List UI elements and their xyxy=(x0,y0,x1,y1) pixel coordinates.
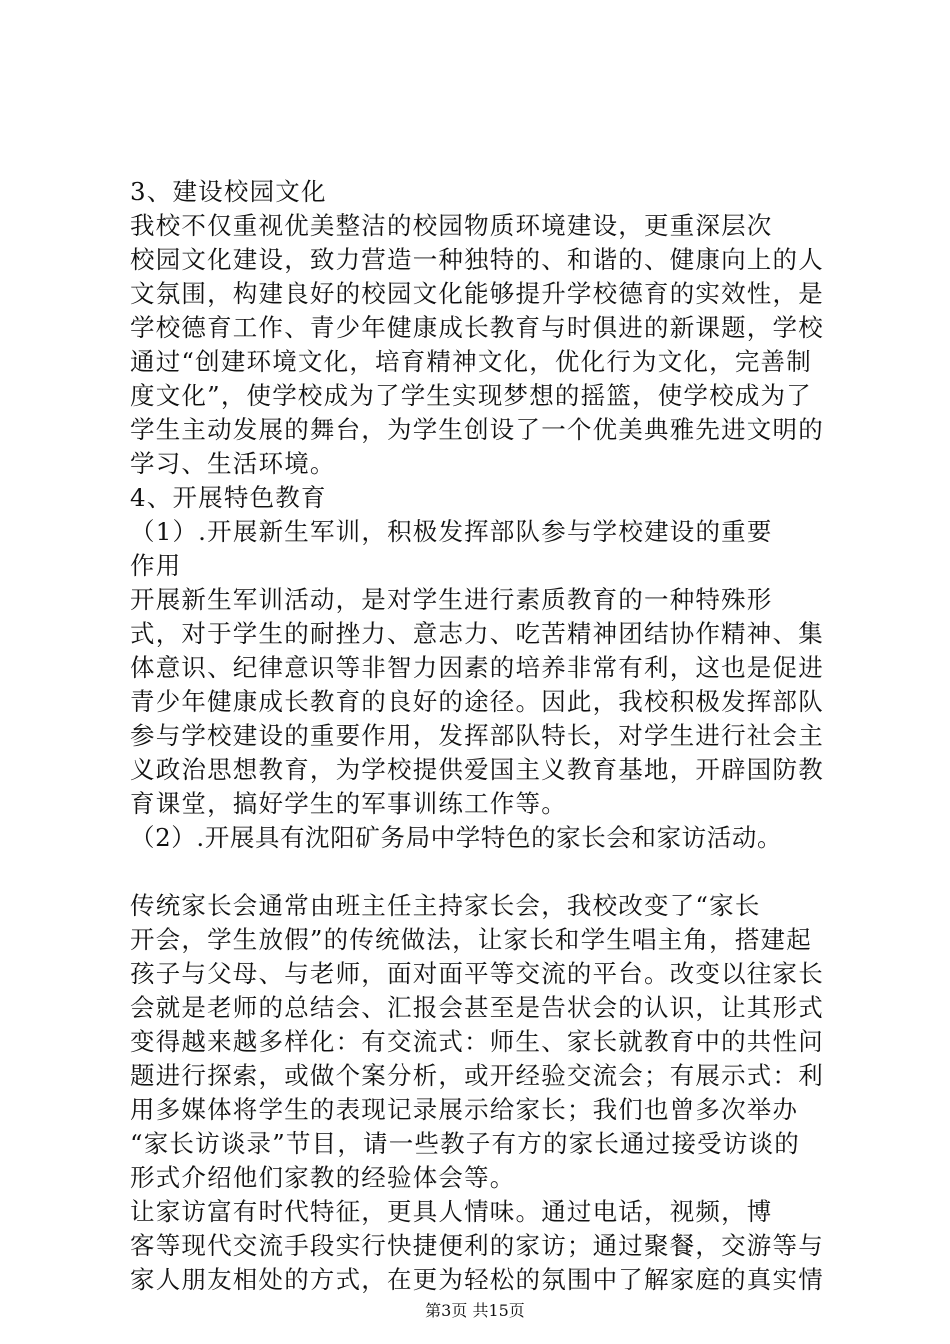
page-footer: 第3页 共15页 xyxy=(425,1301,525,1320)
text-line: 形式介绍他们家教的经验体会等。 xyxy=(130,1163,516,1192)
text-line: 义政治思想教育，为学校提供爱国主义教育基地，开辟国防教 xyxy=(130,755,824,784)
text-line: 会就是老师的总结会、汇报会甚至是告状会的认识，让其形式 xyxy=(130,993,824,1022)
text-line: 文氛围，构建良好的校园文化能够提升学校德育的实效性，是 xyxy=(130,279,824,308)
text-line: 题进行探索，或做个案分析，或开经验交流会；有展示式：利 xyxy=(130,1061,824,1090)
text-line: 育课堂，搞好学生的军事训练工作等。 xyxy=(130,789,567,818)
text-line: 校园文化建设，致力营造一种独特的、和谐的、健康向上的人 xyxy=(130,245,824,274)
text-line: 参与学校建设的重要作用，发挥部队特长，对学生进行社会主 xyxy=(130,721,824,750)
section-heading: 4、开展特色教育 xyxy=(130,483,327,512)
text-line: 传统家长会通常由班主任主持家长会，我校改变了“家长 xyxy=(130,891,761,920)
text-line: “家长访谈录”节目，请一些教子有方的家长通过接受访谈的 xyxy=(130,1129,800,1158)
text-line: 我校不仅重视优美整洁的校园物质环境建设，更重深层次 xyxy=(130,211,773,240)
text-line: 式，对于学生的耐挫力、意志力、吃苦精神团结协作精神、集 xyxy=(130,619,824,648)
text-line: 开会，学生放假”的传统做法，让家长和学生唱主角，搭建起 xyxy=(130,925,812,954)
text-line: 度文化”，使学校成为了学生实现梦想的摇篮，使学校成为了 xyxy=(130,381,812,410)
section-heading: 3、建设校园文化 xyxy=(130,177,327,206)
text-line: 让家访富有时代特征，更具人情味。通过电话，视频，博 xyxy=(130,1197,773,1226)
text-line: 作用 xyxy=(130,551,182,580)
text-line: 体意识、纪律意识等非智力因素的培养非常有利，这也是促进 xyxy=(130,653,824,682)
text-line: 变得越来越多样化：有交流式：师生、家长就教育中的共性问 xyxy=(130,1027,824,1056)
subsection-heading: （2）.开展具有沈阳矿务局中学特色的家长会和家访活动。 xyxy=(130,823,783,852)
text-line: 通过“创建环境文化，培育精神文化，优化行为文化，完善制 xyxy=(130,347,812,376)
text-line: 客等现代交流手段实行快捷便利的家访；通过聚餐，交游等与 xyxy=(130,1231,824,1260)
text-line: 家人朋友相处的方式，在更为轻松的氛围中了解家庭的真实情 xyxy=(130,1265,824,1294)
text-line: 孩子与父母、与老师，面对面平等交流的平台。改变以往家长 xyxy=(130,959,824,988)
text-line: 学校德育工作、青少年健康成长教育与时俱进的新课题，学校 xyxy=(130,313,824,342)
text-line: 开展新生军训活动，是对学生进行素质教育的一种特殊形 xyxy=(130,585,773,614)
text-line: 学生主动发展的舞台，为学生创设了一个优美典雅先进文明的 xyxy=(130,415,824,444)
text-line: 青少年健康成长教育的良好的途径。因此，我校积极发挥部队 xyxy=(130,687,824,716)
text-line: 用多媒体将学生的表现记录展示给家长；我们也曾多次举办 xyxy=(130,1095,799,1124)
subsection-heading: （1）.开展新生军训，积极发挥部队参与学校建设的重要 xyxy=(130,517,773,546)
text-line: 学习、生活环境。 xyxy=(130,449,336,478)
